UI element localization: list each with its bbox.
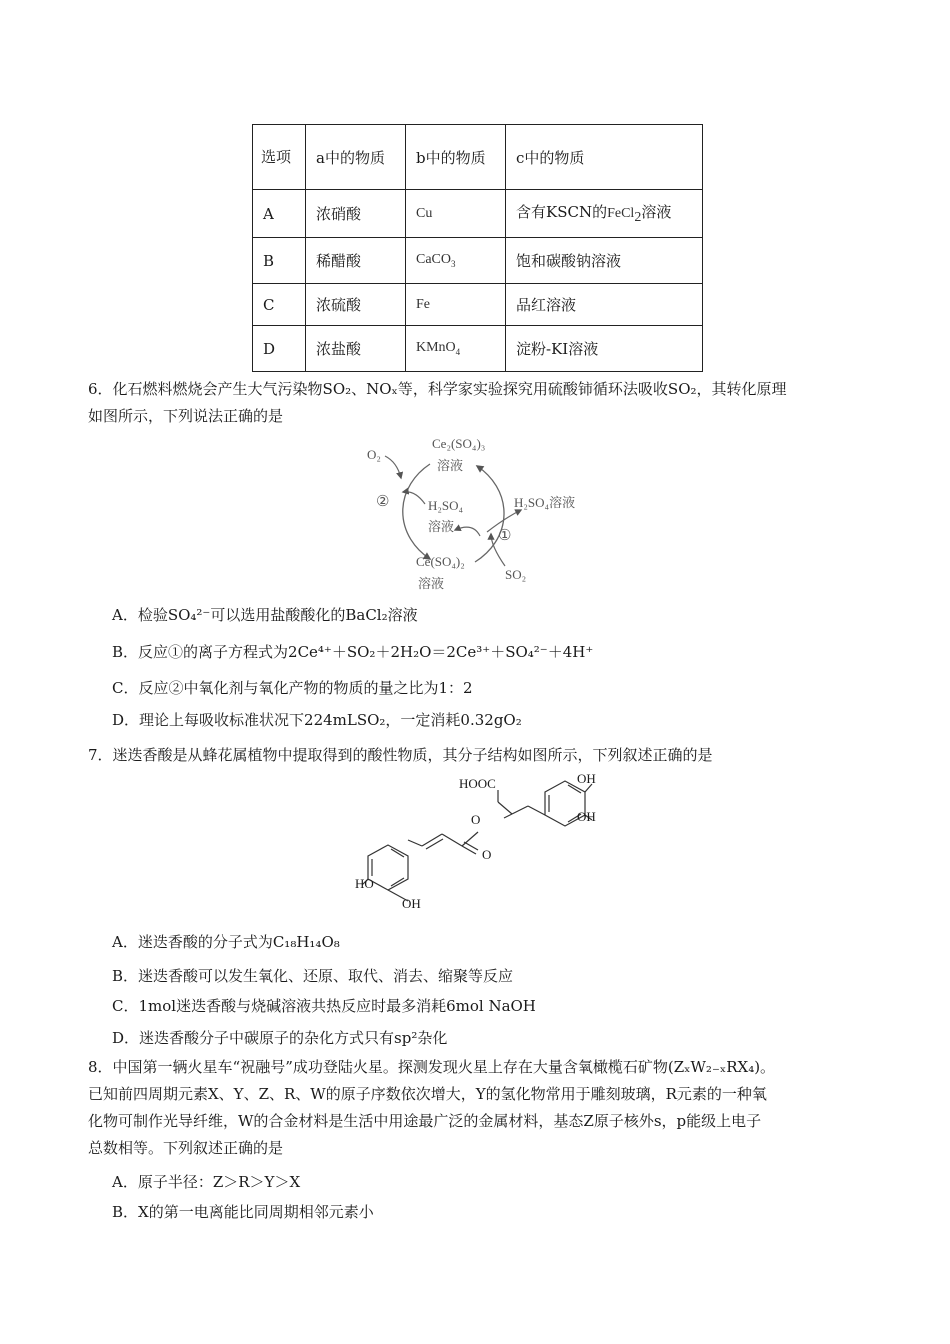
table-row — [253, 238, 703, 284]
cell-c: 饱和碳酸钠溶液 — [506, 238, 703, 284]
cell-b: KMnO$_4$ — [406, 326, 506, 372]
cerium-cycle-diagram — [355, 434, 595, 594]
cell-a: 稀醋酸 — [306, 238, 406, 284]
cell-a: 浓盐酸 — [306, 326, 406, 372]
rosmarinic-acid-structure — [350, 770, 610, 920]
o2-arrow — [385, 456, 401, 478]
q8-stem: 8．中国第一辆火星车“祝融号”成功登陆火星。探测发现火星上存在大量含氧橄榄石矿物(ZₓW₂₋ₓRX₄)。 已知前四周期元素X、Y、Z、R、W的原子序数依次增大，Y的氢化物常用于雕刻玻璃，R元素的一种氧 化物可制作光导纤维，W的合金材料是生活中用途最广泛的金属材料，基态Z原子核外s，p能级上电子 总数相等。下列叙述正确的是 — [88, 1058, 776, 1157]
q8-option-a: A．原子半径：Z＞R＞Y＞X — [112, 1173, 301, 1191]
row-option: C — [253, 284, 306, 326]
h2so4-product-label: H₂SO₄溶液 — [514, 495, 576, 510]
ceso42-solution-label: 溶液 — [418, 577, 445, 592]
h2so4-center-label: H₂SO₄ — [428, 498, 464, 513]
header-b: b中的物质 — [406, 125, 506, 190]
row-option: A — [253, 190, 306, 238]
ester-o-label: O — [471, 812, 481, 827]
cell-b: Cu — [406, 190, 506, 238]
header-option: 选项 — [253, 125, 306, 190]
cell-c: 淀粉-KI溶液 — [506, 326, 703, 372]
oh-label-4: OH — [402, 896, 421, 911]
cell-b: Fe — [406, 284, 506, 326]
oh-label-1: OH — [577, 771, 596, 786]
reaction-1-mark: ① — [498, 528, 512, 544]
so2-label: SO₂ — [505, 567, 527, 582]
inner-h2so4-arrow — [455, 527, 480, 536]
q6-option-a: A．检验SO₄²⁻可以选用盐酸酸化的BaCl₂溶液 — [112, 606, 418, 624]
q6-option-b: B．反应①的离子方程式为2Ce⁴⁺＋SO₂＋2H₂O＝2Ce³⁺＋SO₄²⁻＋4H⁺ — [112, 643, 594, 661]
o2-label: O₂ — [367, 447, 381, 462]
carbonyl-o-label: O — [482, 847, 492, 862]
cell-b: CaCO$_3$ — [406, 238, 506, 284]
row-option: B — [253, 238, 306, 284]
oh-label-2: OH — [577, 809, 596, 824]
table-row — [253, 326, 703, 372]
cell-a: 浓硝酸 — [306, 190, 406, 238]
h2so4-center-solution-label: 溶液 — [428, 520, 455, 535]
table-row — [253, 190, 703, 238]
q6-option-d: D．理论上每吸收标准状况下224mLSO₂，一定消耗0.32gO₂ — [112, 711, 522, 729]
table-header-row — [253, 125, 703, 190]
cell-a: 浓硫酸 — [306, 284, 406, 326]
cycle-arc-left — [403, 464, 430, 559]
q7-option-d: D．迷迭香酸分子中碳原子的杂化方式只有sp²杂化 — [112, 1029, 448, 1047]
cell-c: 含有KSCN的FeCl$_2$溶液 — [506, 190, 703, 238]
reaction-2-mark: ② — [376, 494, 390, 510]
ceso42-label: Ce(SO₄)₂ — [416, 554, 465, 569]
options-table — [252, 124, 703, 372]
ce2so43-solution-label: 溶液 — [437, 459, 464, 474]
q6-option-c: C．反应②中氧化剂与氧化产物的物质的量之比为1：2 — [112, 679, 473, 697]
header-c: c中的物质 — [506, 125, 703, 190]
q7-stem: 7．迷迭香酸是从蜂花属植物中提取得到的酸性物质，其分子结构如图所示，下列叙述正确的是 — [88, 746, 713, 764]
header-a: a中的物质 — [306, 125, 406, 190]
q6-stem: 6．化石燃料燃烧会产生大气污染物SO₂、NOₓ等，科学家实验探究用硫酸铈循环法吸收SO₂，其转化原理 如图所示，下列说法正确的是 — [88, 380, 787, 425]
cell-c: 品红溶液 — [506, 284, 703, 326]
row-option: D — [253, 326, 306, 372]
q8-option-b: B．X的第一电离能比同周期相邻元素小 — [112, 1203, 374, 1221]
q7-option-a: A．迷迭香酸的分子式为C₁₈H₁₄O₈ — [112, 933, 340, 951]
ho-label: HO — [355, 876, 374, 891]
ce2so43-label: Ce₂(SO₄)₃ — [432, 436, 486, 451]
table-row — [253, 284, 703, 326]
q7-option-c: C．1mol迷迭香酸与烧碱溶液共热反应时最多消耗6mol NaOH — [112, 997, 536, 1015]
cycle-arc-right — [475, 466, 504, 562]
q7-option-b: B．迷迭香酸可以发生氧化、还原、取代、消去、缩聚等反应 — [112, 967, 514, 985]
cooh-label: HOOC — [459, 776, 496, 791]
